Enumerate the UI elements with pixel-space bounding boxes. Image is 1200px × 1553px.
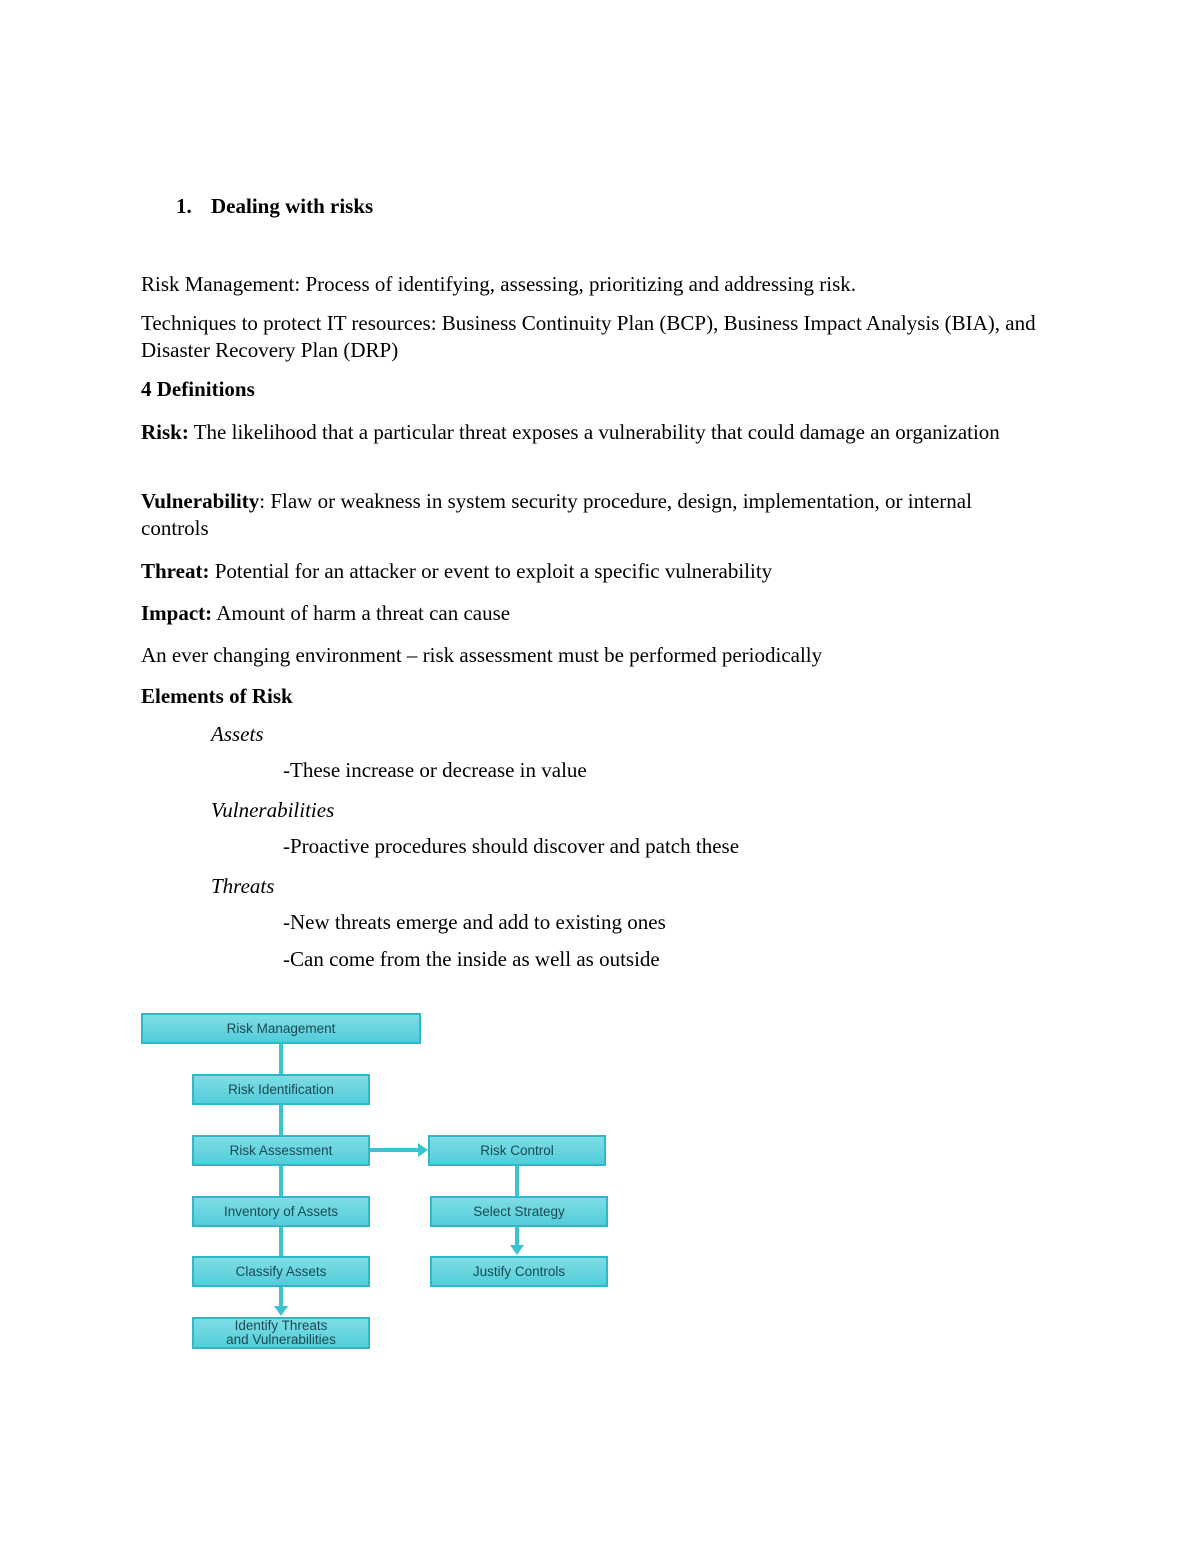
- definition-threat: [141, 558, 772, 585]
- elements-title: Elements of Risk: [141, 684, 293, 708]
- node-classify-assets: Classify Assets: [192, 1256, 370, 1287]
- definition-term: Threat:: [141, 559, 210, 583]
- arrow-right-icon: [418, 1143, 428, 1157]
- connector-line: [515, 1226, 519, 1246]
- definition-term: Risk:: [141, 420, 189, 444]
- section-title: Dealing with risks: [211, 194, 374, 218]
- element-threats: Threats: [211, 874, 275, 898]
- connector-line: [279, 1287, 283, 1307]
- node-risk-identification: Risk Identification: [192, 1074, 370, 1105]
- element-point: -New threats emerge and add to existing ones: [283, 910, 666, 934]
- definitions-title: 4 Definitions: [141, 377, 255, 401]
- connector-line: [279, 1165, 283, 1197]
- element-vulnerabilities: Vulnerabilities: [211, 798, 335, 822]
- node-justify-controls: Justify Controls: [430, 1256, 608, 1287]
- risk-management-definition: Risk Management: Process of identifying, assessing, prioritizing and addressing risk.: [141, 272, 857, 296]
- connector-line: [279, 1226, 283, 1257]
- node-label-line: Identify Threats: [234, 1318, 328, 1333]
- node-identify-threats: [192, 1317, 370, 1349]
- definition-impact: [141, 600, 510, 627]
- connector-line: [515, 1165, 519, 1197]
- definition-text: Potential for an attacker or event to exploit a specific vulnerability: [209, 559, 773, 583]
- node-risk-assessment: Risk Assessment: [192, 1135, 370, 1166]
- connector-line: [279, 1043, 283, 1075]
- definition-text: The likelihood that a particular threat exposes a vulnerability that could damage an organization: [188, 420, 1000, 444]
- node-inventory-of-assets: Inventory of Assets: [192, 1196, 370, 1227]
- arrow-down-icon: [274, 1306, 288, 1316]
- node-label-line: and Vulnerabilities: [226, 1332, 336, 1347]
- connector-line: [279, 1104, 283, 1136]
- techniques-paragraph: Techniques to protect IT resources: Business Continuity Plan (BCP), Business Impact Analysis (BIA), and Disaster Recovery Plan (DRP): [141, 311, 1036, 362]
- node-select-strategy: Select Strategy: [430, 1196, 608, 1227]
- definition-vulnerability: [141, 488, 1011, 542]
- definition-text: Amount of harm a threat can cause: [212, 601, 511, 625]
- section-heading: [176, 193, 374, 220]
- element-point: -These increase or decrease in value: [283, 758, 587, 782]
- node-risk-management: Risk Management: [141, 1013, 421, 1044]
- arrow-down-icon: [510, 1245, 524, 1255]
- node-risk-control: Risk Control: [428, 1135, 606, 1166]
- element-point: -Proactive procedures should discover and patch these: [283, 834, 740, 858]
- definition-risk: [141, 419, 1001, 446]
- definition-term: Vulnerability: [141, 489, 260, 513]
- definition-term: Impact:: [141, 601, 213, 625]
- section-number: 1.: [176, 194, 192, 218]
- environment-note: An ever changing environment – risk assessment must be performed periodically: [141, 643, 823, 667]
- connector-line: [369, 1148, 419, 1152]
- element-point: -Can come from the inside as well as outside: [283, 947, 660, 971]
- element-assets: Assets: [211, 722, 264, 746]
- definition-text: : Flaw or weakness in system security procedure, design, implementation, or internal controls: [141, 489, 972, 540]
